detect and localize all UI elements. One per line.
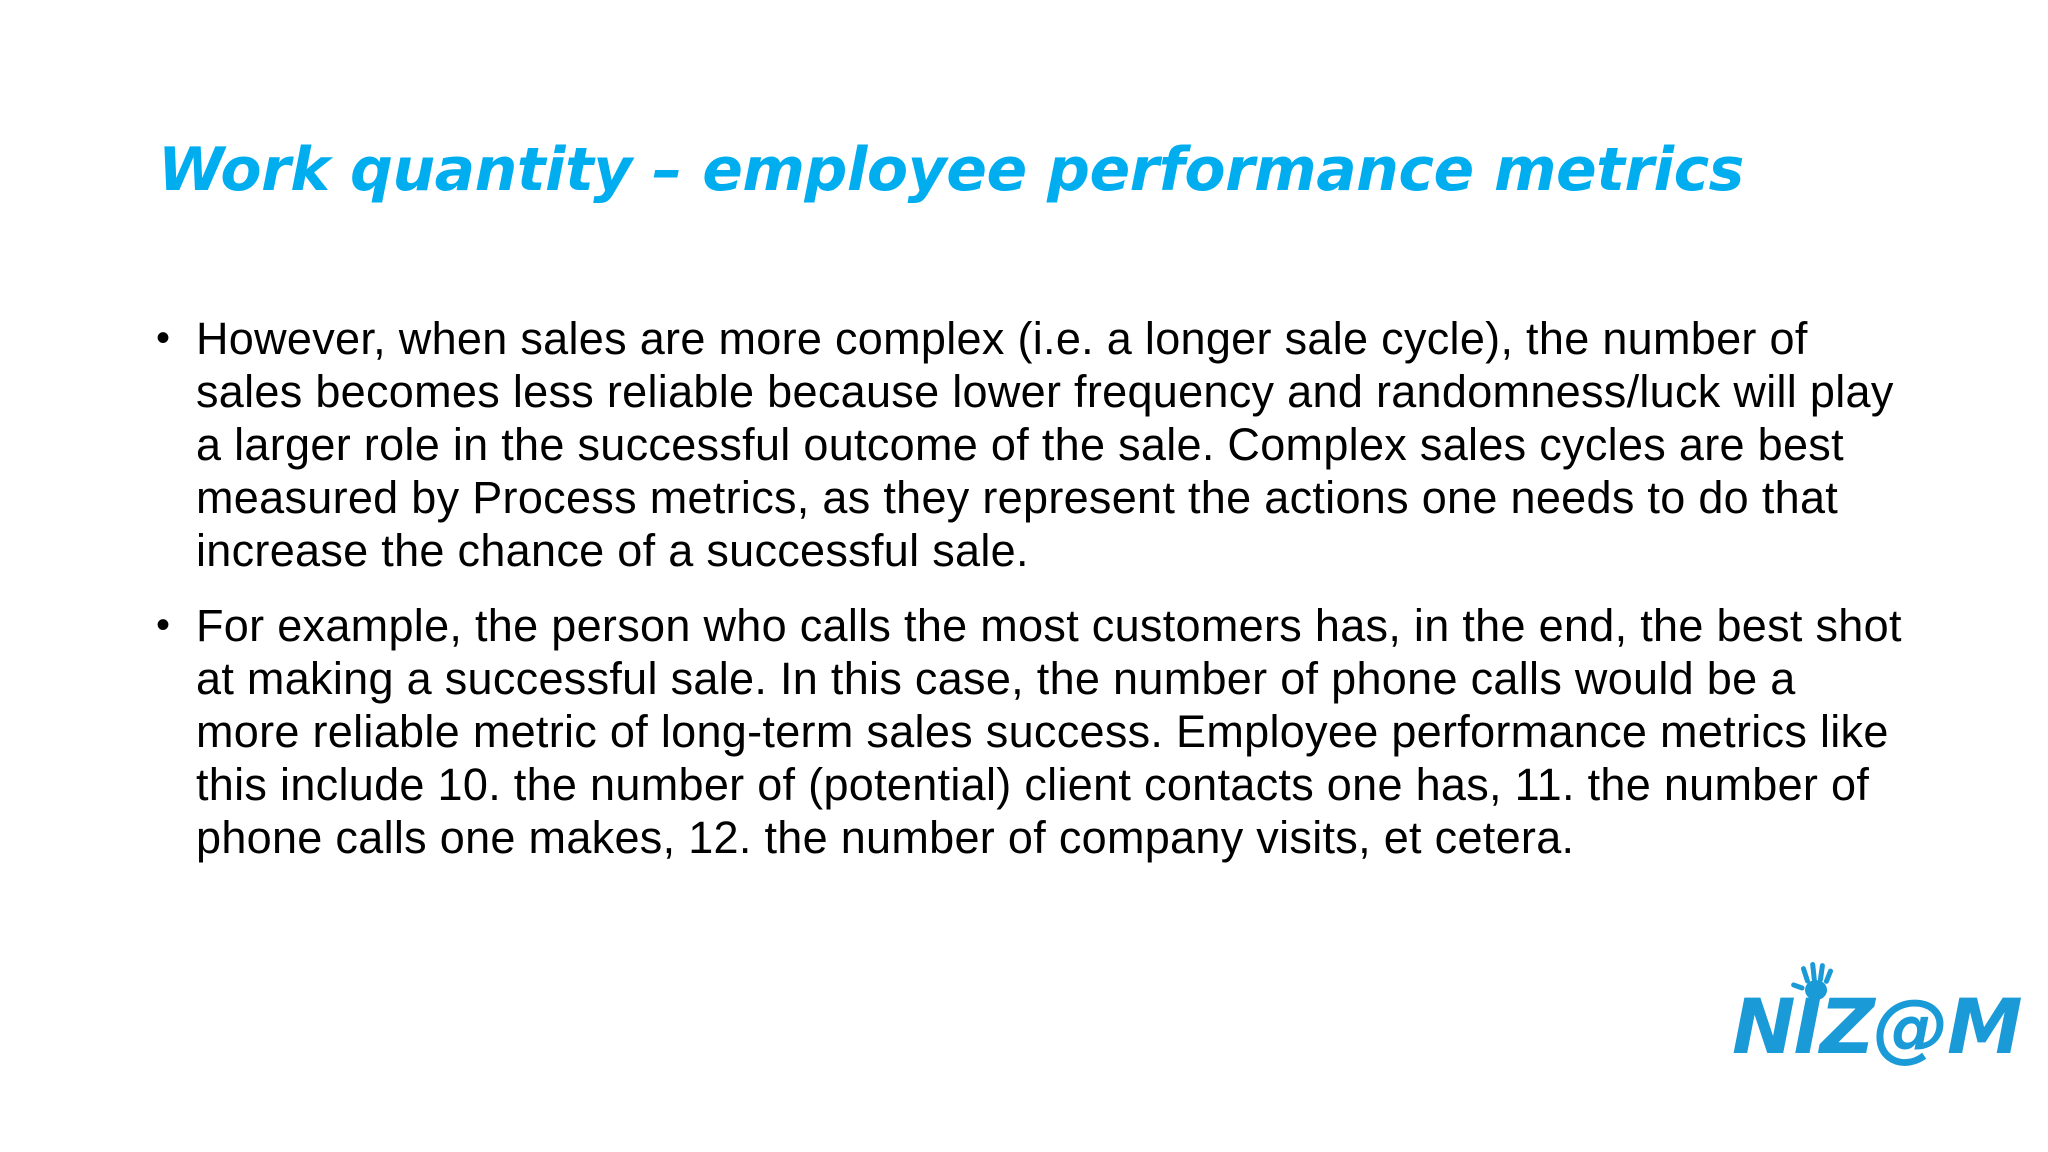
bullet-item (150, 312, 1910, 577)
bullet-marker: • (156, 603, 171, 647)
bullet-list (150, 312, 1910, 886)
slide-title: Work quantity – employee performance metrics (158, 135, 1744, 205)
bullet-marker: • (156, 316, 171, 360)
bullet-item (150, 599, 1910, 864)
brand-logo (1728, 960, 2021, 1071)
bullet-text: However, when sales are more complex (i.e. a longer sale cycle), the number of sales becomes less reliable because lower frequency and randomness/luck will play a larger role in the successful outcome of the sale. Complex sales cycles are best measured by Process metrics, as they represent the actions one needs to do that increase the chance of a successful sale. (196, 313, 1894, 576)
bullet-text: For example, the person who calls the most customers has, in the end, the best shot at making a successful sale. In this case, the number of phone calls would be a more reliable metric of long-term sales success. Employee performance metrics like this include 10. the number of (potential) client contacts one has, 11. the number of phone calls one makes, 12. the number of company visits, et cetera. (196, 600, 1902, 863)
logo-wordmark: NIZ@M (1732, 982, 2021, 1071)
